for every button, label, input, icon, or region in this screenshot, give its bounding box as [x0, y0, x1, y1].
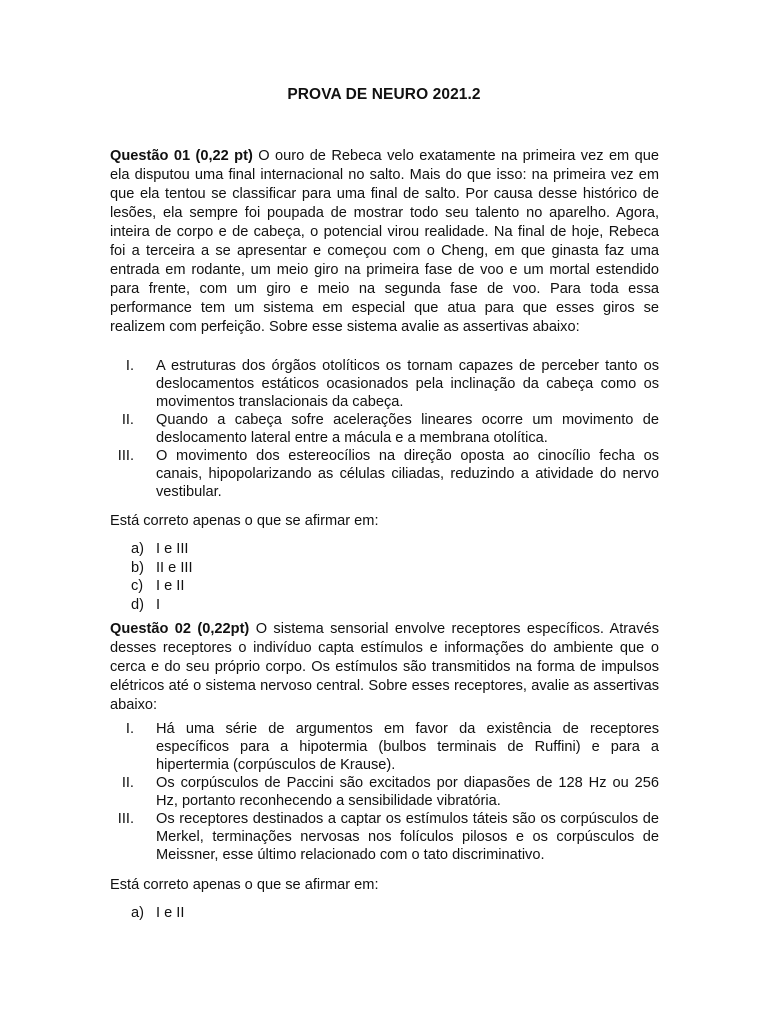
- assertion-text: Há uma série de argumentos em favor da existência de receptores específicos para a hipotermia (bulbos terminais de Ruffini) e para a hipertermia (corpúsculos de Krause).: [156, 721, 659, 773]
- assertion-item: [110, 774, 659, 810]
- option-letter: d): [131, 596, 144, 613]
- question-2-options: [110, 904, 184, 923]
- assertion-item: [110, 447, 659, 501]
- question-2-text: O sistema sensorial envolve receptores específicos. Através desses receptores o indivíduo capta estímulos e informações do ambiente que o cerca e do seu próprio corpo. Os estímulos são transmitidos na forma de impulsos elétricos até o sistema nervoso central. Sobre esses receptores, avalie as assertivas abaixo:: [110, 621, 659, 713]
- page-title: PROVA DE NEURO 2021.2: [287, 86, 481, 103]
- assertion-number: II.: [121, 412, 134, 428]
- assertion-number: II.: [121, 775, 134, 791]
- question-1-label: Questão 01 (0,22 pt): [110, 148, 253, 164]
- assertion-text: A estruturas dos órgãos otolíticos os tornam capazes de perceber tanto os deslocamentos estáticos ocasionados pela inclinação da cabeça como os movimentos translacionais da cabeça.: [156, 358, 659, 410]
- assertion-text: Quando a cabeça sofre acelerações lineares ocorre um movimento de deslocamento lateral entre a mácula e a membrana otolítica.: [156, 412, 659, 446]
- option-d[interactable]: [110, 596, 193, 615]
- question-1-prompt: Está correto apenas o que se afirmar em:: [110, 513, 379, 529]
- question-2-prompt: Está correto apenas o que se afirmar em:: [110, 877, 379, 893]
- option-letter: b): [131, 559, 144, 576]
- assertion-item: [110, 720, 659, 774]
- assertion-number: III.: [117, 448, 134, 464]
- question-2-assertions: [110, 720, 659, 864]
- option-c[interactable]: [110, 577, 193, 596]
- question-1-assertions: [110, 357, 659, 501]
- option-letter: c): [131, 578, 144, 594]
- option-text: II e III: [156, 559, 193, 576]
- option-text: I e II: [156, 578, 185, 594]
- question-2-stem: [110, 620, 659, 715]
- question-1-text: O ouro de Rebeca velo exatamente na primeira vez em que ela disputou uma final internacional no salto. Mais do que isso: na primeira vez em que ela tentou se classificar para uma final de salto. Por causa desse histórico de lesões, ela sempre foi poupada de mostrar todo seu talento no aparelho. Agora, inteira de corpo e de cabeça, o potencial virou realidade. Na final de hoje, Rebeca foi a terceira a se apresentar e começou com o Cheng, em que ginasta faz uma entrada em rodante, um meio giro na primeira fase de voo e um mortal estendido para frente, com um giro e meio na segunda fase de voo. Para toda essa performance tem um sistema em especial que atua para que esses giros se realizem com perfeição. Sobre esse sistema avalie as assertivas abaixo:: [110, 148, 659, 335]
- assertion-text: Os corpúsculos de Paccini são excitados por diapasões de 128 Hz ou 256 Hz, portanto reconhecendo a sensibilidade vibratória.: [156, 775, 659, 809]
- option-text: I e II: [156, 905, 185, 921]
- option-text: I e III: [156, 541, 189, 557]
- option-a[interactable]: [110, 904, 184, 923]
- option-letter: a): [131, 541, 144, 557]
- option-a[interactable]: [110, 540, 193, 559]
- assertion-number: I.: [125, 721, 134, 737]
- option-b[interactable]: [110, 559, 193, 578]
- assertion-number: III.: [117, 811, 134, 827]
- assertion-item: [110, 411, 659, 447]
- question-1-options: [110, 540, 193, 614]
- assertion-item: [110, 357, 659, 411]
- assertion-text: Os receptores destinados a captar os estímulos táteis são os corpúsculos de Merkel, terminações nervosas nos folículos pilosos e os corpúsculos de Meissner, esse último relacionado com o tato discriminativo.: [156, 811, 659, 863]
- question-2-label: Questão 02 (0,22pt): [110, 621, 250, 637]
- assertion-item: [110, 810, 659, 864]
- question-1-stem: [110, 147, 659, 337]
- assertion-number: I.: [125, 358, 134, 374]
- assertion-text: O movimento dos estereocílios na direção oposta ao cinocílio fecha os canais, hipopolarizando as células ciliadas, reduzindo a atividade do nervo vestibular.: [156, 448, 659, 500]
- option-letter: a): [131, 905, 144, 921]
- option-text: I: [156, 596, 161, 613]
